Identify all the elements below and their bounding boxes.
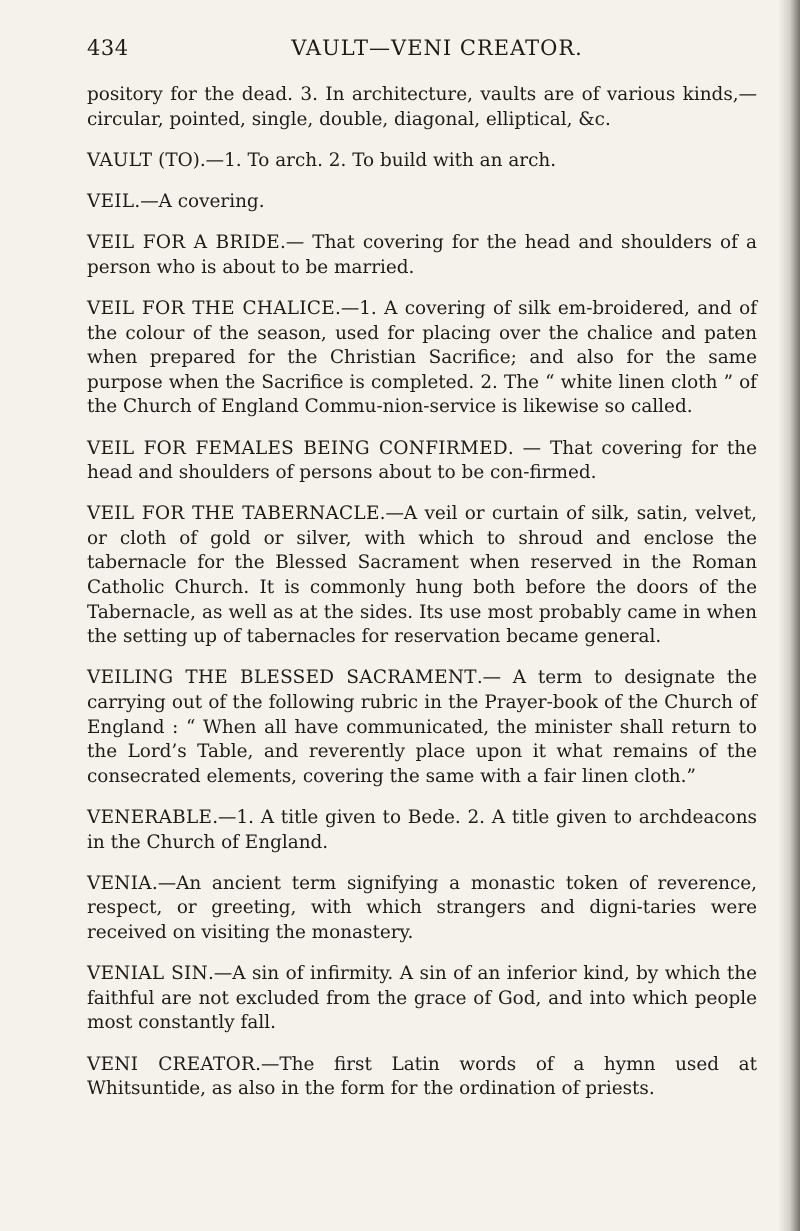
entry-vault-to <box>87 149 757 174</box>
entry-text: .— That covering for the head and shoulders of a person who is about to be married. <box>87 232 757 278</box>
entry-veil-for-females-being-confirmed <box>87 437 757 486</box>
entry-term: VAULT <box>87 149 153 171</box>
entry-term: VEILING THE BLESSED SACRAMENT <box>87 667 477 689</box>
entry-continuation <box>87 83 757 132</box>
entry-venerable <box>87 806 757 855</box>
entry-text: .—An ancient term signifying a monastic token of reverence, respect, or greeting, with which strangers and digni-taries were received on visiting the monastery. <box>87 872 757 943</box>
entry-term: VENERABLE <box>87 807 213 828</box>
entry-term: VEIL FOR FEMALES BEING CONFIRMED <box>87 437 508 459</box>
entry-term: VEIL FOR THE TABERNACLE <box>87 503 380 525</box>
entry-veiling-the-blessed-sacrament <box>87 666 757 789</box>
page-edge-shadow <box>778 0 800 1231</box>
entry-term: VENIA <box>87 872 152 894</box>
entry-term: VENIAL SIN <box>87 963 208 985</box>
entry-text: (TO).—1. To arch. 2. To build with an arch. <box>152 149 557 171</box>
entry-text: .— A term to designate the carrying out of the following rubric in the Prayer-book of the Church of England : “ When all have communicated, the minister shall return to the Lord’s Table, and reverently place upon it what remains of the consecrated elements, covering the same with a fair linen cloth.” <box>87 667 757 787</box>
entry-text: .—A covering. <box>134 190 265 212</box>
entry-veil <box>87 190 757 215</box>
entry-text: .—A veil or curtain of silk, satin, velvet, or cloth of gold or silver, with which to shroud and enclose the tabernacle for the Blessed Sacrament when reserved in the Roman Catholic Church. It is commonly hung both before the doors of the Tabernacle, as well as at the sides. Its use most probably came in when the setting up of tabernacles for reservation became general. <box>87 503 757 648</box>
entry-text: .—1. A title given to Bede. 2. A title given to archdeacons in the Church of England. <box>87 807 757 853</box>
page-number: 434 <box>87 36 129 60</box>
entry-text: . — That covering for the head and shoulders of persons about to be con-firmed. <box>87 437 758 484</box>
entry-text: pository for the dead. 3. In architecture, vaults are of various kinds,—circular, pointed, single, double, diagonal, elliptical, &c. <box>87 84 757 130</box>
entry-veil-for-a-bride <box>87 231 757 280</box>
entry-term: VEIL FOR THE CHALICE <box>87 297 335 319</box>
entry-text: .—1. A covering of silk em-broidered, and of the colour of the season, used for placing over the chalice and paten when prepared for the Christian Sacrifice; and also for the same purpose when the Sacrifice is completed. 2. The “ white linen cloth ” of the Church of England Commu-nion-service is likewise so called. <box>87 297 757 418</box>
entry-venia <box>87 872 757 946</box>
entry-term: VEIL FOR A BRIDE <box>87 232 280 254</box>
entry-term: VEIL <box>87 190 135 212</box>
running-head <box>87 36 757 68</box>
entry-veil-for-the-tabernacle <box>87 502 757 650</box>
entry-text: .—A sin of infirmity. A sin of an inferior kind, by which the faithful are not excluded from the grace of God, and into which people most constantly fall. <box>87 963 758 1034</box>
entry-veil-for-the-chalice <box>87 297 757 420</box>
entry-veni-creator <box>87 1053 757 1102</box>
page-title: VAULT—VENI CREATOR. <box>291 36 583 60</box>
entry-venial-sin <box>87 962 757 1036</box>
entry-text: .—The first Latin words of a hymn used at Whitsuntide, as also in the form for the ordination of priests. <box>87 1053 757 1100</box>
entry-term: VENI CREATOR <box>87 1053 256 1075</box>
dictionary-content <box>87 83 757 1118</box>
